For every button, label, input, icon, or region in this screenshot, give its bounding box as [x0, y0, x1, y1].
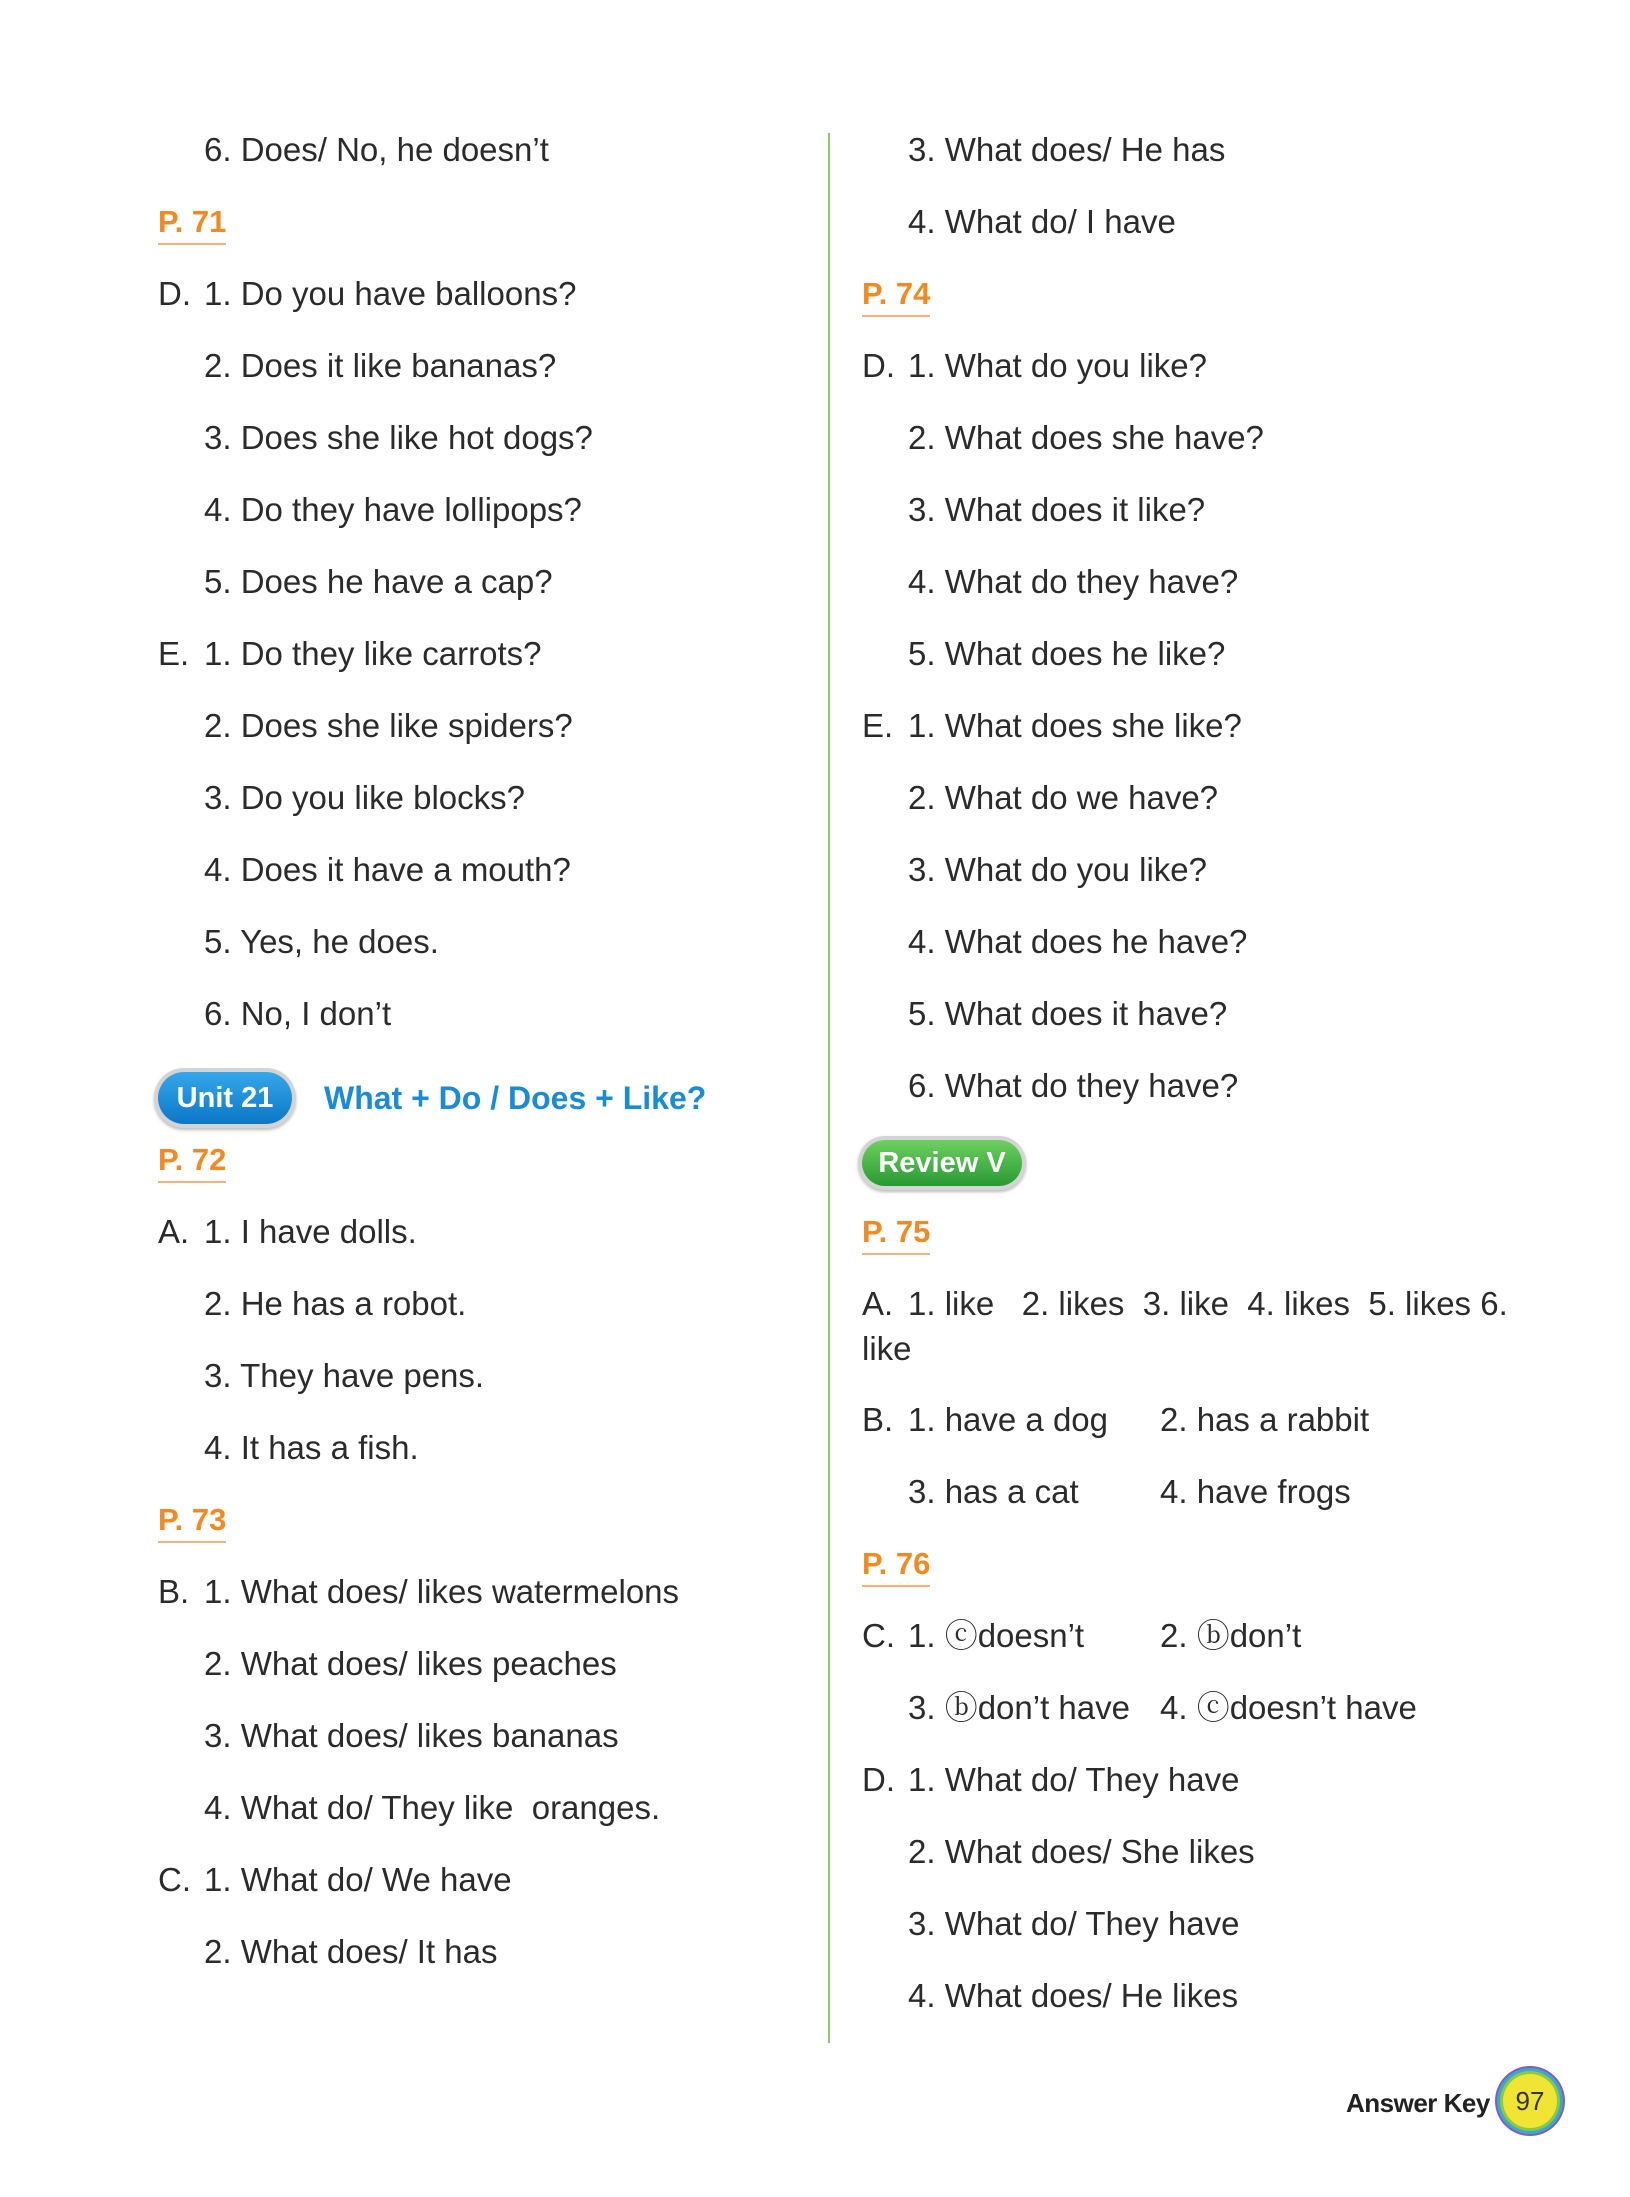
- answer-line: 2. Does it like bananas?: [204, 347, 557, 384]
- section-letter: B.: [862, 1401, 894, 1438]
- answer-line: 6. No, I don’t: [204, 995, 392, 1032]
- answer-line: 5. Does he have a cap?: [204, 563, 553, 600]
- answer-line: 4. Does it have a mouth?: [204, 851, 571, 888]
- answer-line: [862, 1616, 1084, 1656]
- answer-line: 5. Yes, he does.: [204, 923, 439, 960]
- answer-text: 1. Do they like carrots?: [204, 635, 542, 672]
- answer-text: 1. What do/ They have: [908, 1761, 1240, 1798]
- section-letter: D.: [158, 275, 191, 312]
- answer-line: 2. What does/ She likes: [908, 1833, 1255, 1870]
- answer-line: [158, 634, 541, 674]
- unit-badge: Unit 21: [158, 1072, 292, 1124]
- page-ref-73: P. 73: [158, 1500, 226, 1543]
- answer-line: 3. What does/ He has: [908, 131, 1226, 168]
- footer-label: Answer Key: [1346, 2088, 1490, 2118]
- answer-text: 1. I have dolls.: [204, 1213, 417, 1250]
- answer-line: like: [862, 1330, 912, 1367]
- answer-line: 2. Does she like spiders?: [204, 707, 573, 744]
- answer-line: 6. What do they have?: [908, 1067, 1239, 1104]
- answer-text: 1. Do you have balloons?: [204, 275, 577, 312]
- answer-cell: 2. ⓑdon’t: [1160, 1617, 1302, 1654]
- answer-line: 4. Do they have lollipops?: [204, 491, 582, 528]
- answer-line: 4. What do/ I have: [908, 203, 1176, 240]
- answer-text: 1. What does/ likes watermelons: [204, 1573, 680, 1610]
- page-number-badge: 97: [1503, 2074, 1557, 2128]
- answer-line: [158, 1860, 512, 1900]
- answer-line: 2. What does/ likes peaches: [204, 1645, 617, 1682]
- answer-line: [862, 706, 1242, 746]
- page-ref-71: P. 71: [158, 202, 226, 245]
- answer-line: 2. He has a robot.: [204, 1285, 467, 1322]
- answer-cell: 4. ⓒdoesn’t have: [1160, 1689, 1417, 1726]
- answer-line: 5. What does he like?: [908, 635, 1226, 672]
- answer-line: [862, 346, 1207, 386]
- unit-title: What + Do / Does + Like?: [324, 1080, 707, 1116]
- answer-text: 1. What do/ We have: [204, 1861, 512, 1898]
- answer-line: [862, 1400, 1108, 1440]
- answer-line: 4. What do they have?: [908, 563, 1239, 600]
- answer-line: 4. What does he have?: [908, 923, 1248, 960]
- answer-text: 1. What does she like?: [908, 707, 1242, 744]
- answer-text: 1. ⓒdoesn’t: [908, 1617, 1085, 1654]
- answer-line: 3. What does/ likes bananas: [204, 1717, 619, 1754]
- answer-line: 3. ⓑdon’t have: [908, 1689, 1130, 1726]
- answer-line: 3. What do/ They have: [908, 1905, 1240, 1942]
- answer-line: [862, 1760, 1239, 1800]
- answer-line: [158, 274, 576, 314]
- answer-line: 4. It has a fish.: [204, 1429, 419, 1466]
- answer-line: 3. What do you like?: [908, 851, 1207, 888]
- answer-text: 1. What do you like?: [908, 347, 1207, 384]
- page-ref-72: P. 72: [158, 1140, 226, 1183]
- answer-line: [158, 1572, 679, 1612]
- answer-cell: 4. have frogs: [1160, 1473, 1351, 1510]
- answer-line: 3. Does she like hot dogs?: [204, 419, 593, 456]
- answer-text: 1. have a dog: [908, 1401, 1108, 1438]
- section-letter: A.: [158, 1213, 190, 1250]
- review-badge: Review V: [862, 1140, 1022, 1186]
- answer-line: [158, 1212, 417, 1252]
- section-letter: B.: [158, 1573, 190, 1610]
- page-ref-74: P. 74: [862, 274, 930, 317]
- answer-line: 6. Does/ No, he doesn’t: [204, 131, 549, 168]
- answer-line: 4. What do/ They like oranges.: [204, 1789, 661, 1826]
- answer-line: 2. What do we have?: [908, 779, 1219, 816]
- section-letter: C.: [158, 1861, 191, 1898]
- column-divider: [828, 133, 830, 2043]
- answer-line: 3. has a cat: [908, 1473, 1079, 1510]
- answer-line: 4. What does/ He likes: [908, 1977, 1239, 2014]
- answer-line: 2. What does she have?: [908, 419, 1264, 456]
- answer-line: 5. What does it have?: [908, 995, 1228, 1032]
- page-ref-76: P. 76: [862, 1544, 930, 1587]
- answer-line: 3. What does it like?: [908, 491, 1206, 528]
- answer-line: 2. What does/ It has: [204, 1933, 498, 1970]
- answer-line: 3. Do you like blocks?: [204, 779, 525, 816]
- answer-line: 3. They have pens.: [204, 1357, 485, 1394]
- section-letter: C.: [862, 1617, 895, 1654]
- section-letter: D.: [862, 1761, 895, 1798]
- section-letter: E.: [158, 635, 190, 672]
- answer-line: [862, 1284, 1508, 1324]
- section-letter: D.: [862, 347, 895, 384]
- answer-text: 1. like 2. likes 3. like 4. likes 5. likes 6.: [908, 1285, 1508, 1322]
- page-ref-75: P. 75: [862, 1212, 930, 1255]
- section-letter: A.: [862, 1285, 894, 1322]
- section-letter: E.: [862, 707, 894, 744]
- answer-cell: 2. has a rabbit: [1160, 1401, 1370, 1438]
